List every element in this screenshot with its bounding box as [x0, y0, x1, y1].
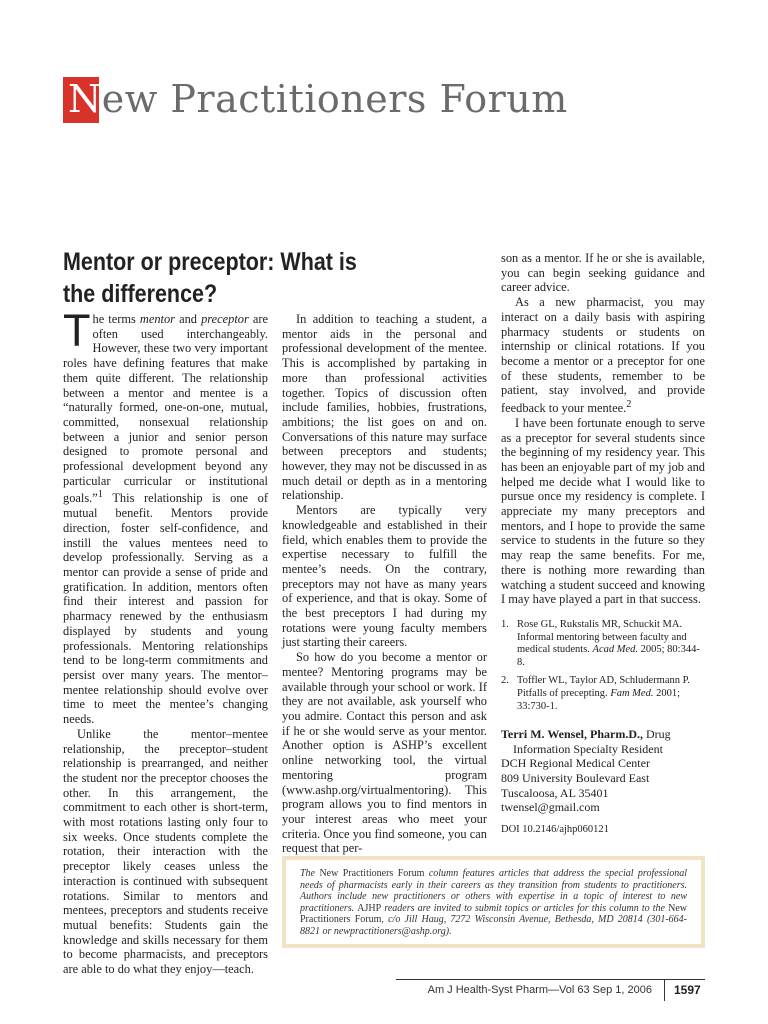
page-number: 1597	[674, 983, 701, 997]
footer-rule	[396, 979, 705, 980]
citation-superscript: 1	[97, 489, 103, 501]
references-list	[501, 619, 705, 713]
author-street: 809 University Boulevard East	[501, 770, 650, 785]
paragraph: son as a mentor. If he or she is available, you can begin seeking guidance and career advice.	[501, 251, 705, 295]
journal-name: Acad Med.	[592, 644, 639, 656]
text-run: are often used interchangeably. However, these two very important roles have defining features that make them quite different. The relationship between a mentor and mentee is a “naturally formed, one-on-one, mutual, committed, nonsexual relationship between a junior and senior person designed to promote personal and professional development beyond any particular curricular or institutional goals.”	[63, 312, 268, 506]
term-mentor: mentor	[139, 312, 175, 326]
reference-item	[501, 619, 705, 669]
drop-cap: T	[63, 305, 91, 356]
author-role-cont: Information Specialty Resident	[513, 741, 663, 756]
section-title-initial: N	[68, 77, 102, 121]
forum-name: New Practitioners Forum	[300, 902, 687, 925]
text-run: column features articles that address the special professional needs of pharmacists early in their careers as they transition from students to practitioners. Authors include new practitioners or others with expertise in a topic of interest to new practitioners.	[300, 868, 688, 914]
paragraph: Unlike the mentor–mentee relationship, the preceptor–student relationship is prearranged, and neither the student nor the preceptor chooses the other. In this arrangement, the commitment to each other is short-term, with most rotations lasting only four to six weeks. Once students complete the rotation, their interaction with the preceptor likely ceases unless the interaction is continued with subsequent rotations. Similar to mentors and mentees, preceptors and students receive mutual benefits: Students gain the knowledge and skills necessary for them to become pharmacists, and preceptors are able to do what they enjoy—teach.	[63, 726, 268, 977]
text-run: This relationship is one of mutual benefit. Mentors provide direction, foster self-confidence, and instill the values mentees need to develop professionally. Serving as a mentor can provide a sense of pride and gratification. In addition, mentors often find their interest and passion for pharmacy renewed by the enthusiasm displayed by students and young professionals. Mentoring relationships tend to be long-term commitments and persist over many years. The mentor–mentee relationship should evolve over time to meet the mentee’s changing needs.	[63, 491, 268, 727]
author-name-line	[501, 727, 705, 742]
doi: DOI 10.2146/ajhp060121	[501, 823, 609, 835]
body-column-3	[501, 251, 705, 837]
paragraph: In addition to teaching a student, a mentor aids in the personal and professional development of the mentee. This is accomplished by partaking in more than professional activities together. Topics of discussion often include families, hobbies, frustrations, ambitions; the list goes on and on. Conversations of this nature may surface between preceptors and students; however, they may not be discussed in as much detail or depth as in a mentoring relationship.	[282, 312, 487, 503]
text-run: Rose GL, Rukstalis MR, Schuckit MA. Informal mentoring between faculty and medical students.	[517, 619, 687, 656]
text-run: 2005; 80:344-8.	[517, 644, 700, 668]
text-run: and	[175, 312, 202, 326]
text-run: As a new pharmacist, you may interact on a daily basis with aspiring pharmacy students or students on internship or clinical rotations. If you become a mentor or a preceptor for one of these students, remember to be patient, stay involved, and provide feedback to your mentee.	[501, 295, 705, 416]
paragraph: I have been fortunate enough to serve as a preceptor for several students since the beginning of my residency year. This has been an enjoyable part of my job and helped me decide what I would like to pursue once my residency is complete. I appreciate my many preceptors and mentors, and I hope to provide the same service to students in the future so they may reap the same benefits. For me, there is nothing more rewarding than watching a student succeed and knowing I may have played a part in that success.	[501, 415, 705, 607]
author-email: twensel@gmail.com	[501, 800, 600, 815]
section-title-rest: ew Practitioners Forum	[101, 77, 568, 121]
footer-separator	[664, 979, 665, 1001]
reference-number: 1.	[501, 619, 509, 630]
footer-citation: Am J Health-Syst Pharm—Vol 63 Sep 1, 2006	[427, 984, 652, 996]
text-run: he terms	[92, 312, 140, 326]
paragraph: So how do you become a mentor or mentee? Mentoring programs may be available through your school or work. If they are not available, ask yourself who you admire. Contact this person and ask if he or she would serve as your mentor. Another option is ASHP’s excellent online networking tool, the virtual mentoring program (www.ashp.org/virtualmentoring). This program allows you to find mentors in your interest areas who meet your criteria. Once you find someone, you can request that per-	[282, 650, 487, 856]
text-run: readers are invited to submit topics or articles for this column to the	[381, 902, 669, 914]
journal-name: Fam Med.	[610, 687, 654, 699]
author-city: Tuscaloosa, AL 35401	[501, 785, 609, 800]
paragraph	[63, 305, 268, 727]
citation-superscript: 2	[626, 399, 632, 411]
text-run: Toffler WL, Taylor AD, Schludermann P. Pitfalls of precepting.	[517, 675, 690, 699]
text-run: The	[300, 868, 320, 879]
text-run: 2001; 33:730-1.	[517, 687, 681, 712]
body-column-1	[63, 305, 268, 977]
section-title	[68, 74, 568, 124]
journal-abbrev: AJHP	[357, 902, 382, 914]
author-name: Terri M. Wensel, Pharm.D.,	[501, 727, 643, 742]
author-info	[501, 727, 705, 815]
reference-number: 2.	[501, 675, 509, 687]
article-headline: Mentor or preceptor: What is the difference?	[63, 248, 357, 308]
term-preceptor: preceptor	[201, 312, 249, 326]
text-run: , c/o Jill Haug, 7272 Wisconsin Avenue, Bethesda, MD 20814 (301-664-8821 or newpractitioners@ashp.org).	[300, 914, 687, 937]
body-column-2	[282, 312, 487, 856]
reference-item	[501, 675, 705, 713]
author-role: Drug	[642, 727, 671, 742]
paragraph: Mentors are typically very knowledgeable and established in their field, which enables them to provide the expertise necessary to fulfill the mentee’s needs. On the contrary, preceptors may not have as many years of experience, and that is okay. Some of the best preceptors I had during my rotations were young faculty members just starting their careers.	[282, 503, 487, 650]
column-note-box	[282, 856, 705, 948]
paragraph	[501, 295, 705, 416]
author-organization: DCH Regional Medical Center	[501, 756, 650, 771]
forum-name: New Practitioners Forum	[319, 868, 425, 879]
